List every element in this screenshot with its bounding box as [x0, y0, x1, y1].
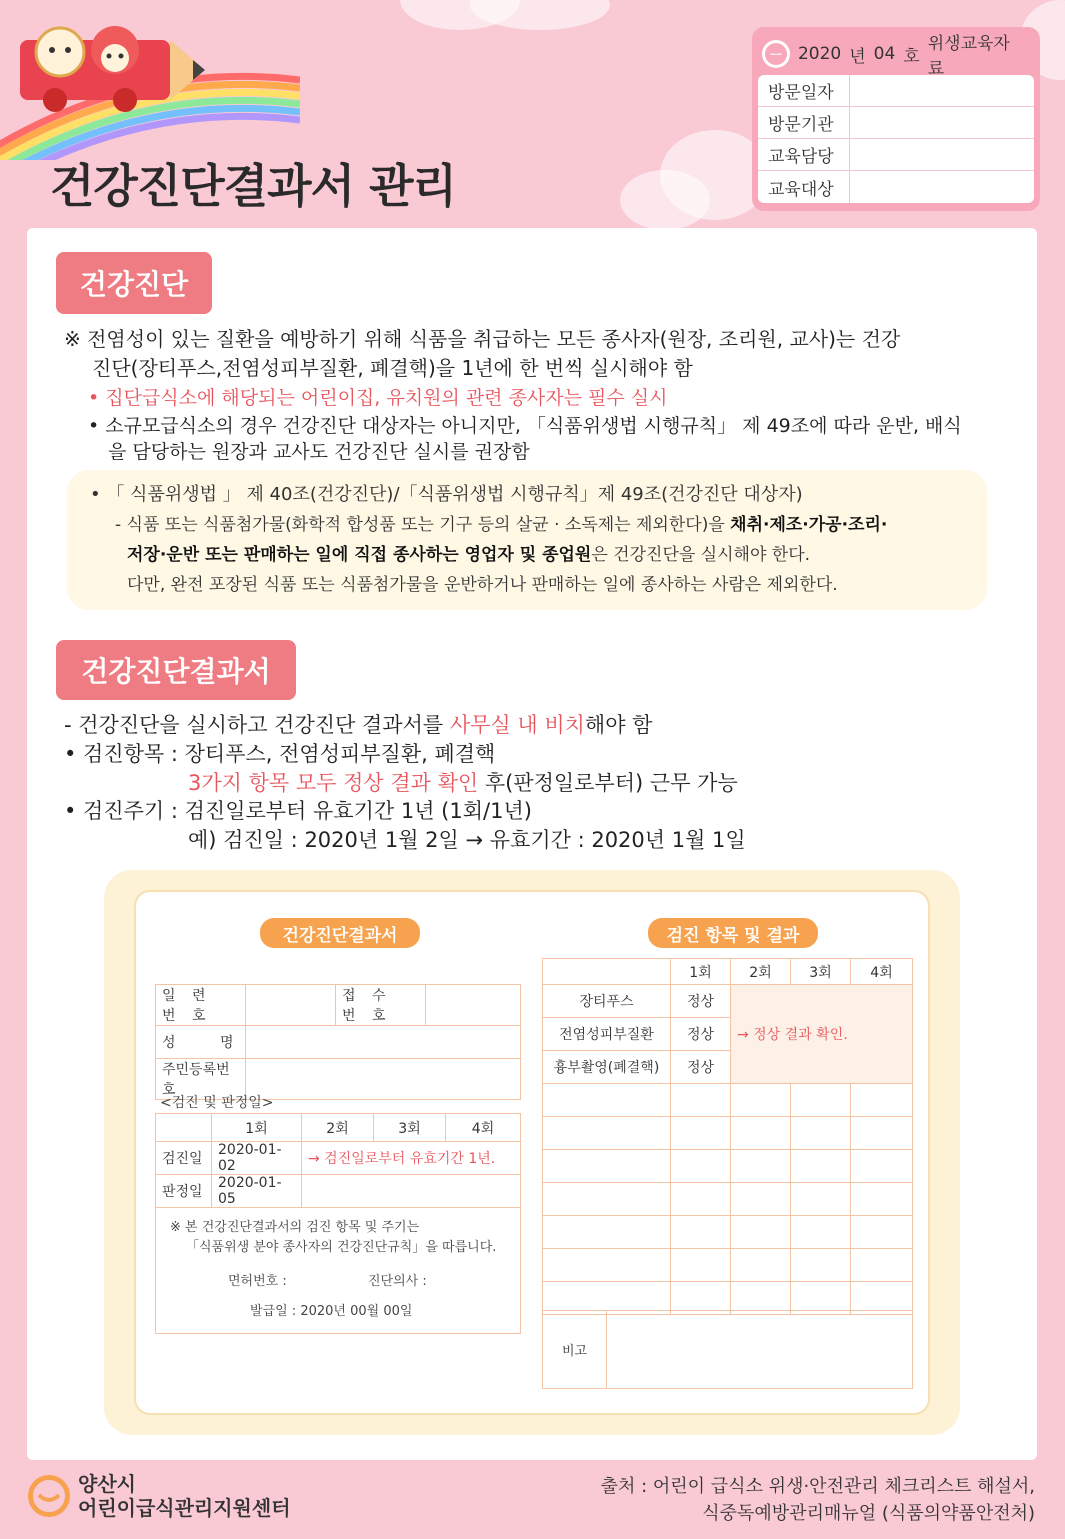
- remark-table: [542, 1310, 913, 1389]
- issue-info-box: [752, 27, 1040, 211]
- empty-cell: [791, 1249, 851, 1282]
- empty-cell: [851, 1084, 913, 1117]
- table-row: [543, 1311, 913, 1389]
- empty-cell: [731, 1084, 791, 1117]
- section2-line1: [64, 711, 652, 739]
- remark-field[interactable]: [607, 1311, 913, 1389]
- form-note-1: ※ 본 건강진단결과서의 검진 항목 및 주기는: [170, 1220, 420, 1235]
- receipt-value[interactable]: [426, 985, 521, 1026]
- issue-number: 04: [873, 44, 896, 64]
- section2-line1-highlight: 사무실 내 비치: [449, 713, 585, 737]
- section2-line3-highlight: 3가지 항목 모두 정상 결과 확인: [188, 771, 479, 795]
- org-name: [78, 1472, 291, 1520]
- info-row-edu-target: [758, 171, 1034, 203]
- info-row-visit-date: [758, 75, 1034, 107]
- table-row: [543, 1249, 913, 1282]
- exam-label: 검진일: [156, 1142, 212, 1175]
- item-skin: 전염성피부질환: [543, 1018, 671, 1051]
- info-row-edu-lead: [758, 139, 1034, 171]
- round-header: 1회: [212, 1114, 302, 1142]
- results-table: [542, 958, 913, 1315]
- empty-cell: [671, 1216, 731, 1249]
- law-line1: [115, 510, 887, 540]
- item-tb: 흉부촬영(폐결핵): [543, 1051, 671, 1084]
- law-title: • 「 식품위생법 」 제 40조(건강진단)/「식품위생법 시행규칙」제 49조(건강진단 대상자): [90, 484, 803, 505]
- issue-year: 2020: [797, 44, 842, 64]
- section1-line2: 진단(장티푸스,전염성피부질환, 폐결핵)을 1년에 한 번씩 실시해야 함: [92, 356, 693, 380]
- info-label: 방문기관: [758, 107, 850, 138]
- round-header: 4회: [851, 959, 913, 985]
- results-corner: [543, 959, 671, 985]
- empty-cell: [791, 1150, 851, 1183]
- table-row: [543, 1084, 913, 1117]
- issue-number-unit: 호: [903, 46, 920, 67]
- org-name-line1: 양산시: [78, 1472, 136, 1496]
- empty-cell: [731, 1183, 791, 1216]
- name-label: 성 명: [156, 1026, 246, 1059]
- info-row-visit-org: [758, 107, 1034, 139]
- empty-cell: [731, 1249, 791, 1282]
- empty-cell: [543, 1216, 671, 1249]
- round-header: 3회: [374, 1114, 446, 1142]
- issue-doc-type: 위생교육자료: [927, 34, 1010, 79]
- empty-cell: [791, 1084, 851, 1117]
- section1-bullet1: • 집단급식소에 해당되는 어린이집, 유치원의 관련 종사자는 필수 실시: [88, 387, 668, 409]
- exam-date: 2020-01-02: [212, 1142, 302, 1175]
- mascot-illustration: [0, 0, 300, 160]
- result-note: → 정상 결과 확인.: [731, 985, 913, 1084]
- table-row: [156, 1142, 521, 1175]
- receipt-label: 접 수 번 호: [336, 985, 426, 1026]
- empty-cell: [851, 1117, 913, 1150]
- empty-cell: [671, 1117, 731, 1150]
- source-line1: 출처 : 어린이 급식소 위생·안전관리 체크리스트 해설서,: [600, 1476, 1035, 1497]
- empty-cell: [671, 1150, 731, 1183]
- empty-cell: [731, 1216, 791, 1249]
- section2-line4: • 검진주기 : 검진일로부터 유효기간 1년 (1회/1년): [64, 799, 532, 823]
- schedule-corner: [156, 1114, 212, 1142]
- issue-year-unit: 년: [849, 46, 866, 67]
- item-result: 정상: [671, 1051, 731, 1084]
- empty-cell: [791, 1216, 851, 1249]
- item-result: 정상: [671, 1018, 731, 1051]
- source-citation: [601, 1473, 1035, 1527]
- info-value-field[interactable]: [850, 139, 1034, 170]
- form-right-title: 검진 항목 및 결과: [648, 918, 818, 948]
- table-row: [543, 985, 913, 1018]
- org-name-line2: 어린이급식관리지원센터: [78, 1496, 291, 1520]
- form-note-2: 「식품위생 분야 종사자의 건강진단규칙」을 따릅니다.: [186, 1240, 497, 1255]
- info-value-field[interactable]: [850, 171, 1034, 203]
- source-line2: 식중독예방관리매뉴얼 (식품의약품안전처): [702, 1503, 1035, 1524]
- info-label: 교육담당: [758, 139, 850, 170]
- empty-cell: [543, 1249, 671, 1282]
- section2-line1-text: - 건강진단을 실시하고 건강진단 결과서를: [64, 713, 450, 737]
- empty-cell: [671, 1084, 731, 1117]
- center-logo-icon: ㅡ: [762, 40, 790, 68]
- item-result: 정상: [671, 985, 731, 1018]
- info-label: 방문일자: [758, 75, 850, 106]
- empty-cell: [791, 1183, 851, 1216]
- serial-value[interactable]: [246, 985, 336, 1026]
- table-row: [156, 1114, 521, 1142]
- law-line2: [127, 540, 810, 570]
- empty-cell: [851, 1216, 913, 1249]
- empty-cell: [543, 1084, 671, 1117]
- section2-line1-end: 해야 함: [584, 713, 653, 737]
- law-line3: 다만, 완전 포장된 식품 또는 식품첨가물을 운반하거나 판매하는 일에 종사하는 사람은 제외한다.: [127, 575, 838, 595]
- table-row: [543, 1150, 913, 1183]
- round-header: 3회: [791, 959, 851, 985]
- law-line2-bold: 저장·운반 또는 판매하는 일에 직접 종사하는 영업자 및 종업원: [127, 545, 592, 565]
- section2-line3: [188, 769, 738, 797]
- table-row: [543, 1117, 913, 1150]
- table-row: [543, 1183, 913, 1216]
- round-header: 2회: [731, 959, 791, 985]
- issue-date: 발급일 : 2020년 00월 00일: [250, 1304, 413, 1319]
- section1-bullet2a: • 소규모급식소의 경우 건강진단 대상자는 아니지만, 「식품위생법 시행규칙」 제 49조에 따라 운반, 배식: [88, 415, 962, 437]
- table-row: [543, 1216, 913, 1249]
- resident-label: 주민등록번호: [156, 1059, 246, 1100]
- section-badge-result-doc: 건강진단결과서: [56, 640, 296, 700]
- info-value-field[interactable]: [850, 107, 1034, 138]
- law-line1-text: - 식품 또는 식품첨가물(화학적 합성품 또는 기구 등의 살균 · 소독제는 제외한다)을: [115, 515, 731, 535]
- form-left-title: 건강진단결과서: [260, 918, 420, 948]
- empty-cell: [671, 1249, 731, 1282]
- visit-info-table: [758, 75, 1034, 203]
- empty-cell: [851, 1249, 913, 1282]
- empty-cell: [543, 1183, 671, 1216]
- table-row: [156, 1175, 521, 1208]
- law-line1-bold: 채취·제조·가공·조리·: [730, 515, 888, 535]
- schedule-caption: <검진 및 판정일>: [160, 1095, 274, 1111]
- round-header: 4회: [446, 1114, 521, 1142]
- section2-line2: • 검진항목 : 장티푸스, 전염성피부질환, 폐결핵: [64, 742, 496, 766]
- section1-line1: ※ 전염성이 있는 질환을 예방하기 위해 식품을 취급하는 모든 종사자(원장, 조리원, 교사)는 건강: [64, 327, 901, 351]
- empty-cell: [851, 1183, 913, 1216]
- issue-header: [758, 33, 1034, 79]
- center-logo-icon: [28, 1475, 70, 1517]
- empty-cell: [791, 1117, 851, 1150]
- empty-cell: [851, 1150, 913, 1183]
- round-header: 1회: [671, 959, 731, 985]
- section2-line5: 예) 검진일 : 2020년 1월 2일 → 유효기간 : 2020년 1월 1일: [188, 828, 746, 852]
- page-title: 건강진단결과서 관리: [50, 159, 456, 213]
- resident-value[interactable]: [246, 1059, 521, 1100]
- cloud-decoration: [620, 170, 710, 230]
- empty-cell: [543, 1117, 671, 1150]
- section2-line3-text: 후(판정일로부터) 근무 가능: [478, 771, 738, 795]
- exam-note: → 검진일로부터 유효기간 1년.: [302, 1142, 521, 1175]
- round-header: 2회: [302, 1114, 374, 1142]
- judge-date: 2020-01-05: [212, 1175, 302, 1208]
- empty-cell: [731, 1150, 791, 1183]
- empty-cell: [543, 1150, 671, 1183]
- section-badge-health-check: 건강진단: [56, 252, 212, 314]
- judge-empty: [302, 1175, 521, 1208]
- table-row: [543, 959, 913, 985]
- serial-label: 일 련 번 호: [156, 985, 246, 1026]
- judge-label: 판정일: [156, 1175, 212, 1208]
- footer-logo: [28, 1472, 291, 1520]
- info-label: 교육대상: [758, 171, 850, 203]
- license-label: 면허번호 :: [228, 1274, 287, 1289]
- section1-bullet2b: 을 담당하는 원장과 교사도 건강진단 실시를 권장함: [108, 441, 530, 463]
- applicant-table: [155, 984, 521, 1100]
- table-row: [156, 985, 521, 1026]
- doctor-label: 진단의사 :: [368, 1274, 427, 1289]
- info-value-field[interactable]: [850, 75, 1034, 106]
- name-value[interactable]: [246, 1026, 521, 1059]
- empty-cell: [671, 1183, 731, 1216]
- remark-label: 비고: [543, 1311, 607, 1389]
- empty-cell: [731, 1117, 791, 1150]
- law-line2-text: 은 건강진단을 실시해야 한다.: [591, 545, 811, 565]
- item-typhoid: 장티푸스: [543, 985, 671, 1018]
- table-row: [156, 1026, 521, 1059]
